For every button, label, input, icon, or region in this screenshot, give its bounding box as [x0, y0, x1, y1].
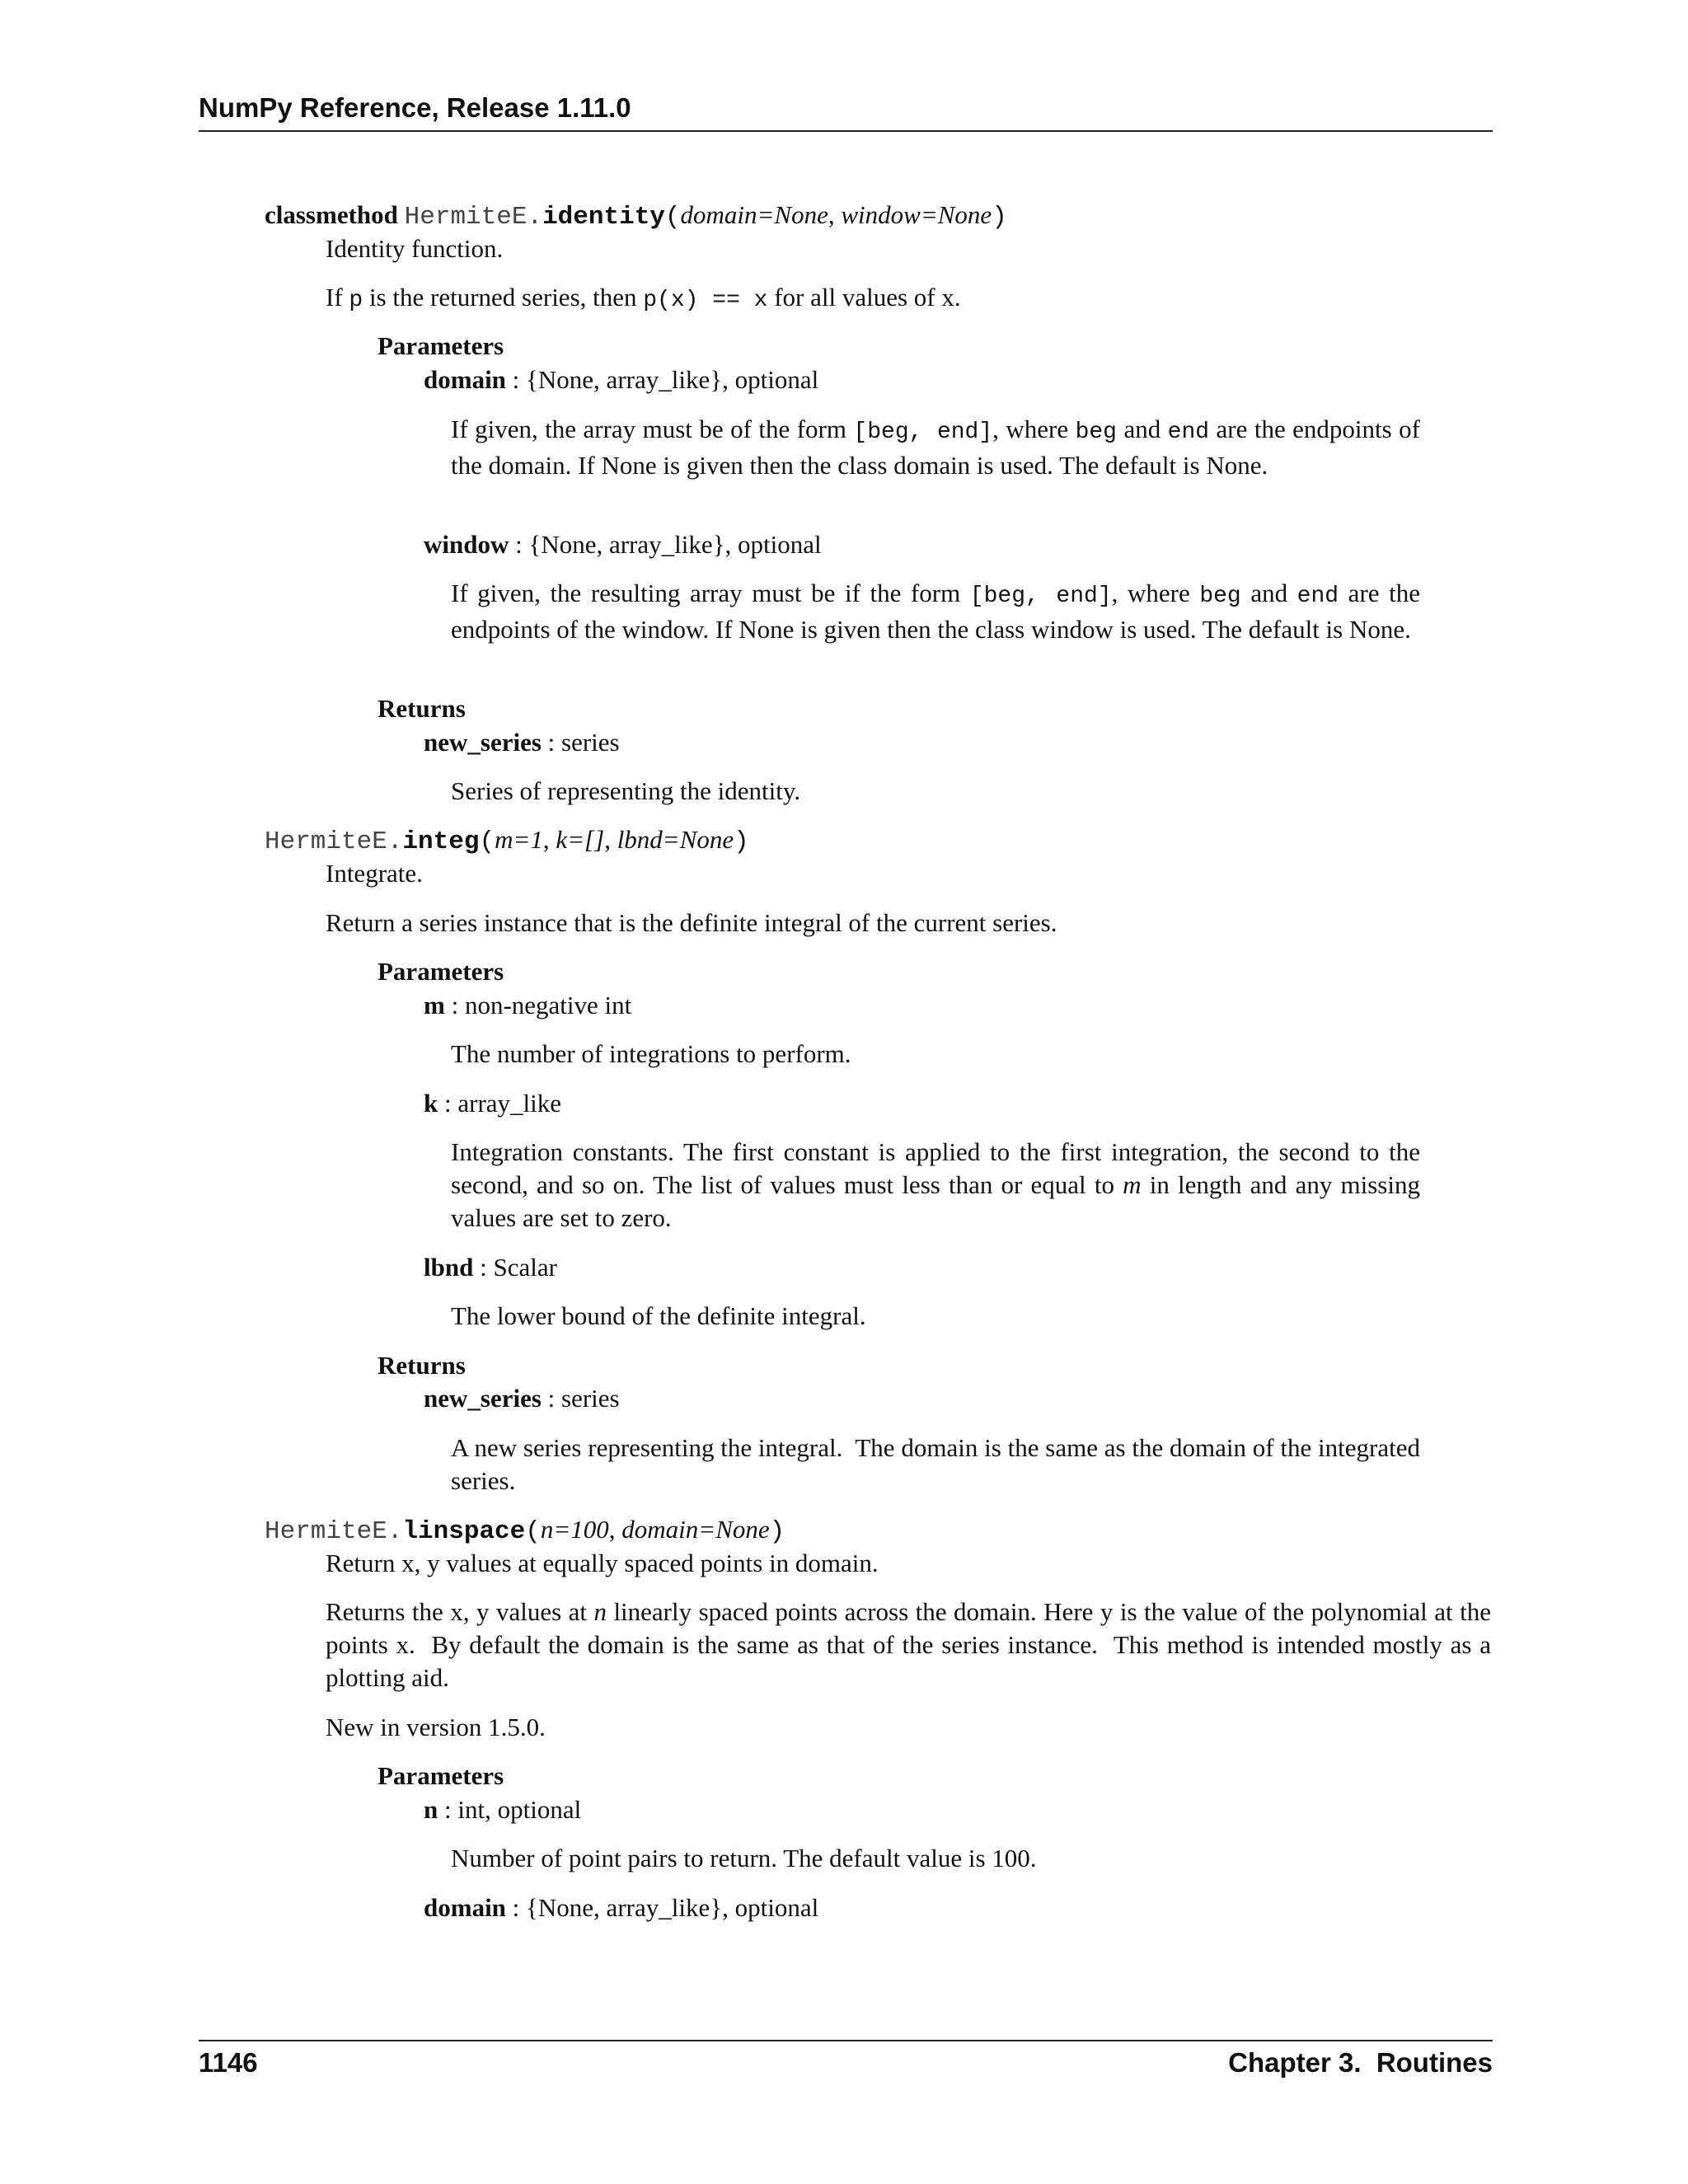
linspace-param-n: n : int, optional	[424, 1795, 582, 1824]
integ-param-lbnd-desc: The lower bound of the definite integral.	[451, 1301, 866, 1330]
identity-param-window-desc: If given, the resulting array must be if the form [beg, end], where beg and end are the endpoints of the window. If None is given then the class window is used. The default is None.	[451, 579, 1420, 644]
linspace-param-n-desc: Number of point pairs to return. The default value is 100.	[451, 1844, 1037, 1872]
identity-return-value: new_series : series	[424, 728, 620, 757]
integ-param-k: k : array_like	[424, 1089, 562, 1118]
identity-parameters-heading: Parameters	[377, 331, 504, 360]
running-header: NumPy Reference, Release 1.11.0	[199, 92, 631, 123]
integ-param-m-desc: The number of integrations to perform.	[451, 1039, 851, 1068]
linspace-signature: HermiteE.linspace(n=100, domain=None)	[265, 1515, 785, 1546]
identity-method-name: identity	[542, 203, 665, 232]
identity-returns-heading: Returns	[377, 694, 466, 723]
header-rule	[199, 130, 1493, 132]
integ-description: Return a series instance that is the definite integral of the current series.	[326, 908, 1057, 937]
linspace-method-name: linspace	[402, 1517, 526, 1546]
chapter-title: Chapter 3. Routines	[1228, 2047, 1493, 2078]
identity-signature: classmethod HermiteE.identity(domain=None, window=None)	[265, 200, 1007, 232]
integ-param-m: m : non-negative int	[424, 991, 632, 1019]
integ-parameters-heading: Parameters	[377, 957, 504, 986]
integ-param-lbnd: lbnd : Scalar	[424, 1253, 557, 1282]
identity-param-window: window : {None, array_like}, optional	[424, 530, 822, 559]
integ-returns-heading: Returns	[377, 1351, 466, 1380]
linspace-version-note: New in version 1.5.0.	[326, 1713, 546, 1741]
identity-class-name: HermiteE.	[404, 203, 543, 232]
identity-arg-domain: domain=None	[680, 200, 828, 229]
identity-summary: Identity function.	[326, 234, 504, 263]
linspace-parameters-heading: Parameters	[377, 1761, 504, 1790]
integ-param-k-desc: Integration constants. The first constant is applied to the first integration, the second to the second, and so on. The list of values must less than or equal to m in length and any missing values are set to zero.	[451, 1137, 1420, 1232]
integ-method-name: integ	[402, 827, 480, 856]
integ-summary: Integrate.	[326, 859, 423, 888]
integ-return-desc: A new series representing the integral. The domain is the same as the domain of the integrated series.	[451, 1433, 1427, 1495]
identity-param-domain: domain : {None, array_like}, optional	[424, 365, 819, 394]
integ-signature: HermiteE.integ(m=1, k=[], lbnd=None)	[265, 825, 749, 856]
identity-arg-window: window=None	[841, 200, 992, 229]
classmethod-keyword: classmethod	[265, 200, 398, 229]
footer-rule	[199, 2040, 1493, 2041]
identity-return-desc: Series of representing the identity.	[451, 776, 801, 805]
integ-class-name: HermiteE.	[265, 827, 403, 856]
linspace-summary: Return x, y values at equally spaced points in domain.	[326, 1549, 879, 1577]
linspace-param-domain: domain : {None, array_like}, optional	[424, 1893, 819, 1922]
page-number: 1146	[199, 2047, 258, 2078]
identity-param-domain-desc: If given, the array must be of the form [beg, end], where beg and end are the endpoints of the domain. If None is given then the class domain is used. The default is None.	[451, 415, 1421, 480]
integ-return-value: new_series : series	[424, 1384, 620, 1413]
identity-description: If p is the returned series, then p(x) == x for all values of x.	[326, 283, 961, 313]
linspace-class-name: HermiteE.	[265, 1517, 403, 1546]
linspace-description: Returns the x, y values at n linearly spaced points across the domain. Here y is the value of the polynomial at the points x. By default the domain is the same as that of the series instance. This method is intended mostly as a plotting aid.	[326, 1597, 1498, 1692]
